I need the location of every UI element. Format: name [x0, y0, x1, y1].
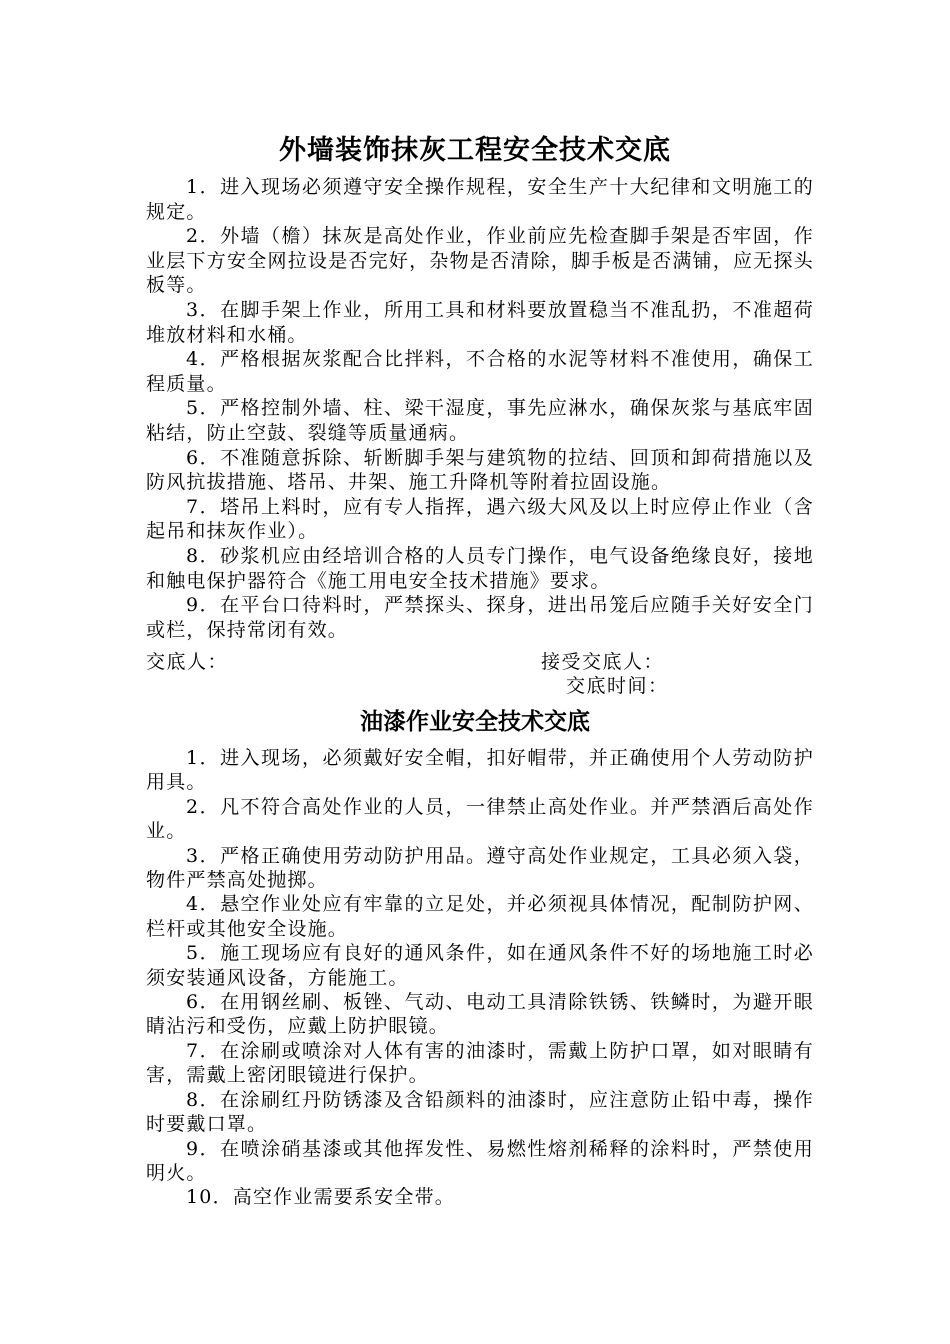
clause-4: 4．严格根据灰浆配合比拌料，不合格的水泥等材料不准使用，确保工程质量。 [146, 348, 814, 395]
signature-receiver-label: 接受交底人： [541, 651, 665, 673]
clause-4: 4．悬空作业处应有牢靠的立足处，并必须视具体情况，配制防护网、栏杆或其他安全设施。 [146, 893, 814, 940]
document-title-exterior-plastering: 外墙装饰抹灰工程安全技术交底 [279, 135, 671, 166]
clause-9: 9．在平台口待料时，严禁探头、探身，进出吊笼后应随手关好安全门或栏，保持常闭有效。 [146, 594, 814, 641]
clause-8: 8．砂浆机应由经培训合格的人员专门操作，电气设备绝缘良好，接地和触电保护器符合《施工用电安全技术措施》要求。 [146, 544, 814, 592]
clause-6: 6．在用钢丝刷、板锉、气动、电动工具清除铁锈、铁鳞时，为避开眼睛沾污和受伤，应戴上防护眼镜。 [146, 991, 814, 1038]
painting-clauses [146, 746, 814, 1210]
clause-5: 5．施工现场应有良好的通风条件，如在通风条件不好的场地施工时必须安装通风设备，方能施工。 [146, 942, 814, 989]
clause-1: 1．进入现场，必须戴好安全帽，扣好帽带，并正确使用个人劳动防护用具。 [146, 747, 814, 794]
clause-3: 3．严格正确使用劳动防护用品。遵守高处作业规定，工具必须入袋，物件严禁高处抛掷。 [146, 844, 814, 892]
clause-7: 7．在涂刷或喷涂对人体有害的油漆时，需戴上防护口罩，如对眼睛有害，需戴上密闭眼镜进行保护。 [146, 1039, 814, 1087]
clause-9: 9．在喷涂硝基漆或其他挥发性、易燃性熔剂稀释的涂料时，严禁使用明火。 [146, 1137, 814, 1184]
clause-1: 1．进入现场必须遵守安全操作规程，安全生产十大纪律和文明施工的规定。 [146, 176, 814, 223]
exterior-plastering-clauses [146, 175, 814, 642]
clause-3: 3．在脚手架上作业，所用工具和材料要放置稳当不准乱扔，不准超荷堆放材料和水桶。 [146, 298, 814, 346]
clause-5: 5．严格控制外墙、柱、梁干湿度，事先应淋水，确保灰浆与基底牢固粘结，防止空鼓、裂缝等质量通病。 [146, 397, 814, 444]
clause-7: 7．塔吊上料时，应有专人指挥，遇六级大风及以上时应停止作业（含起吊和抹灰作业）。 [146, 495, 814, 543]
signature-discloser-label: 交底人： [146, 651, 229, 673]
signature-time-label: 交底时间： [566, 675, 669, 697]
clause-2: 2．凡不符合高处作业的人员，一律禁止高处作业。并严禁酒后高处作业。 [146, 795, 814, 843]
clause-2: 2．外墙（檐）抹灰是高处作业，作业前应先检查脚手架是否牢固，作业层下方安全网拉设是否完好，杂物是否清除，脚手板是否满铺，应无探头板等。 [146, 225, 814, 297]
clause-10: 10．高空作业需要系安全带。 [186, 1186, 455, 1209]
document-title-painting: 油漆作业安全技术交底 [360, 708, 590, 735]
clause-6: 6．不准随意拆除、斩断脚手架与建筑物的拉结、回顶和卸荷措施以及防风抗拔措施、塔吊、井架、施工升降机等附着拉固设施。 [146, 446, 814, 494]
clause-8: 8．在涂刷红丹防锈漆及含铅颜料的油漆时，应注意防止铅中毒，操作时要戴口罩。 [146, 1088, 814, 1136]
